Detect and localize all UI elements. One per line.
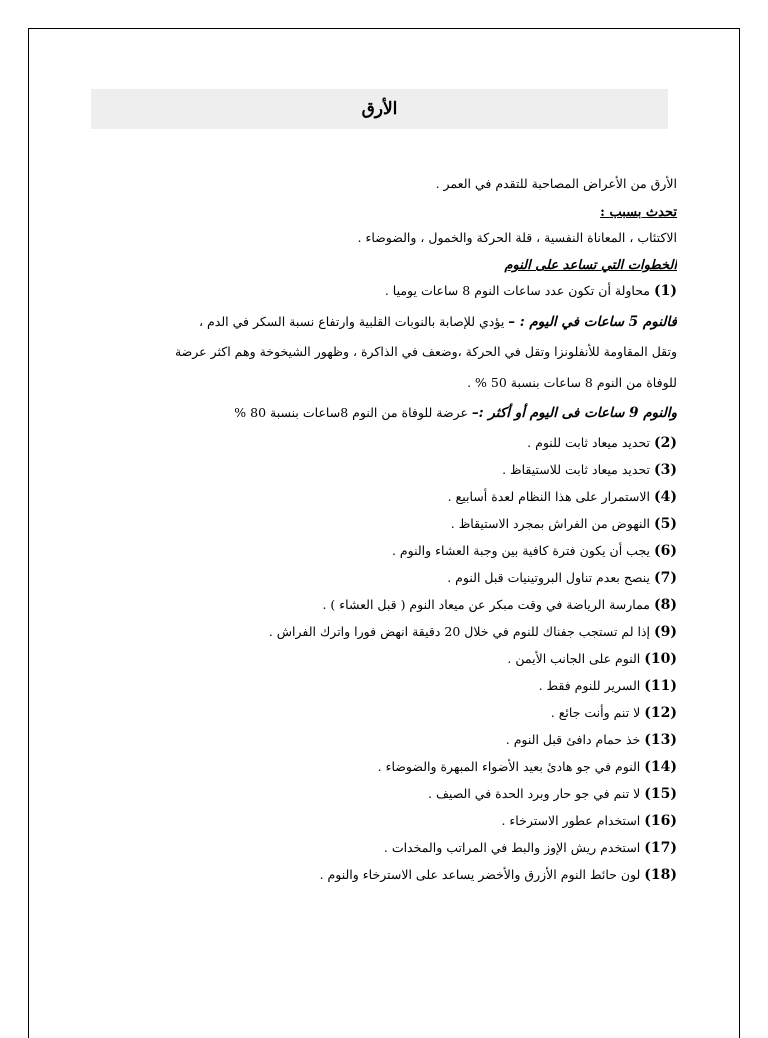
para-9h-lead: والنوم 9 ساعات فى اليوم أو أكثر :– xyxy=(471,405,677,421)
para-5h-line1 xyxy=(89,307,677,338)
step-number: (12) xyxy=(644,704,677,721)
step-text: السرير للنوم فقط . xyxy=(538,677,641,693)
step-text: الاستمرار على هذا النظام لعدة أسابيع . xyxy=(447,488,651,504)
para-5h-line2 xyxy=(89,337,677,368)
step-number: (1) xyxy=(654,283,677,299)
list-item xyxy=(89,726,677,753)
step-number: (16) xyxy=(644,812,677,829)
step-number: (10) xyxy=(644,650,677,667)
step-text: محاولة أن تكون عدد ساعات النوم 8 ساعات يوميا . xyxy=(384,283,651,298)
list-item xyxy=(89,564,677,591)
list-item xyxy=(89,276,677,307)
step-text: ممارسة الرياضة في وقت مبكر عن ميعاد النوم ( قبل العشاء ) . xyxy=(322,596,651,612)
title-banner xyxy=(91,89,668,129)
step-number: (13) xyxy=(644,731,677,748)
step-number: (17) xyxy=(644,839,677,856)
step-number: (5) xyxy=(654,515,677,532)
step-number: (9) xyxy=(654,623,677,640)
para-9h-text: عرضة للوفاة من النوم 8ساعات بنسبة 80 % xyxy=(234,405,468,420)
intro-line xyxy=(89,169,677,200)
step-number: (14) xyxy=(644,758,677,775)
causes-heading: تحدث بسبب : xyxy=(600,204,677,220)
step-text: تحديد ميعاد ثابت للنوم . xyxy=(527,434,651,450)
step-number: (2) xyxy=(654,434,677,451)
list-item xyxy=(89,510,677,537)
step-text: تحديد ميعاد ثابت للاستيقاظ . xyxy=(502,461,651,477)
step-text: خذ حمام دافئ قبل النوم . xyxy=(505,731,641,747)
step-text: إذا لم تستجب جفناك للنوم في خلال 20 دقيقة انهض فورا واترك الفراش . xyxy=(268,623,651,639)
list-item xyxy=(89,645,677,672)
list-item xyxy=(89,429,677,456)
step-number: (7) xyxy=(654,569,677,586)
para-5h-text3: للوفاة من النوم 8 ساعات بنسبة 50 % . xyxy=(467,374,677,390)
para-5h-text2: وتقل المقاومة للأنفلونزا وتقل في الحركة ،وضعف في الذاكرة ، وظهور الشيخوخة وهم اكثر عرضة xyxy=(174,344,677,359)
para-5h-line3 xyxy=(89,368,677,399)
step-text: لا تنم في جو حار وبرد الحدة في الصيف . xyxy=(428,785,641,801)
list-item xyxy=(89,537,677,564)
causes-heading-line xyxy=(89,200,677,223)
list-item xyxy=(89,483,677,510)
list-item xyxy=(89,672,677,699)
document-page xyxy=(28,28,740,1038)
step-text: النهوض من الفراش بمجرد الاستيقاظ . xyxy=(450,515,651,531)
step-number: (3) xyxy=(654,461,677,478)
list-item xyxy=(89,591,677,618)
step-number: (4) xyxy=(654,488,677,505)
step-number: (6) xyxy=(654,542,677,559)
intro-text: الأرق من الأعراض المصاحبة للتقدم في العمر . xyxy=(435,176,677,191)
step-number: (15) xyxy=(644,785,677,802)
steps-heading-line xyxy=(89,253,677,276)
step-text: النوم في جو هادئ بعيد الأضواء المبهرة والضوضاء . xyxy=(377,758,641,774)
para-5h-lead: فالنوم 5 ساعات في اليوم : – xyxy=(508,313,677,330)
step-text: يجب أن يكون فترة كافية بين وجبة العشاء والنوم . xyxy=(391,542,651,558)
list-item xyxy=(89,456,677,483)
step-number: (8) xyxy=(654,596,677,613)
steps-heading: الخطوات التي تساعد على النوم xyxy=(504,258,677,273)
step-number: (18) xyxy=(644,866,677,883)
step-text: استخدام عطور الاسترخاء . xyxy=(501,812,641,828)
step-text: لون حائط النوم الأزرق والأخضر يساعد على الاسترخاء والنوم . xyxy=(319,866,641,882)
page-title: الأرق xyxy=(361,99,398,119)
list-item xyxy=(89,861,677,888)
list-item xyxy=(89,699,677,726)
step-text: لا تنم وأنت جائع . xyxy=(550,704,641,720)
para-9h-line xyxy=(89,398,677,429)
list-item xyxy=(89,807,677,834)
list-item xyxy=(89,618,677,645)
list-item xyxy=(89,834,677,861)
step-number: (11) xyxy=(644,677,677,694)
step-text: استخدم ريش الإوز والبط في المراتب والمخدات . xyxy=(383,839,641,855)
document-body xyxy=(89,169,677,888)
causes-line xyxy=(89,223,677,254)
causes-text: الاكتئاب ، المعاناة النفسية ، قلة الحركة والخمول ، والضوضاء . xyxy=(357,229,677,245)
list-item xyxy=(89,780,677,807)
step-text: ينصح بعدم تناول البروتينيات قبل النوم . xyxy=(447,569,651,585)
step-text: النوم على الجانب الأيمن . xyxy=(507,650,641,666)
para-5h-text1: يؤدي للإصابة بالنوبات القلبية وارتفاع نسبة السكر في الدم ، xyxy=(199,313,505,329)
list-item xyxy=(89,753,677,780)
